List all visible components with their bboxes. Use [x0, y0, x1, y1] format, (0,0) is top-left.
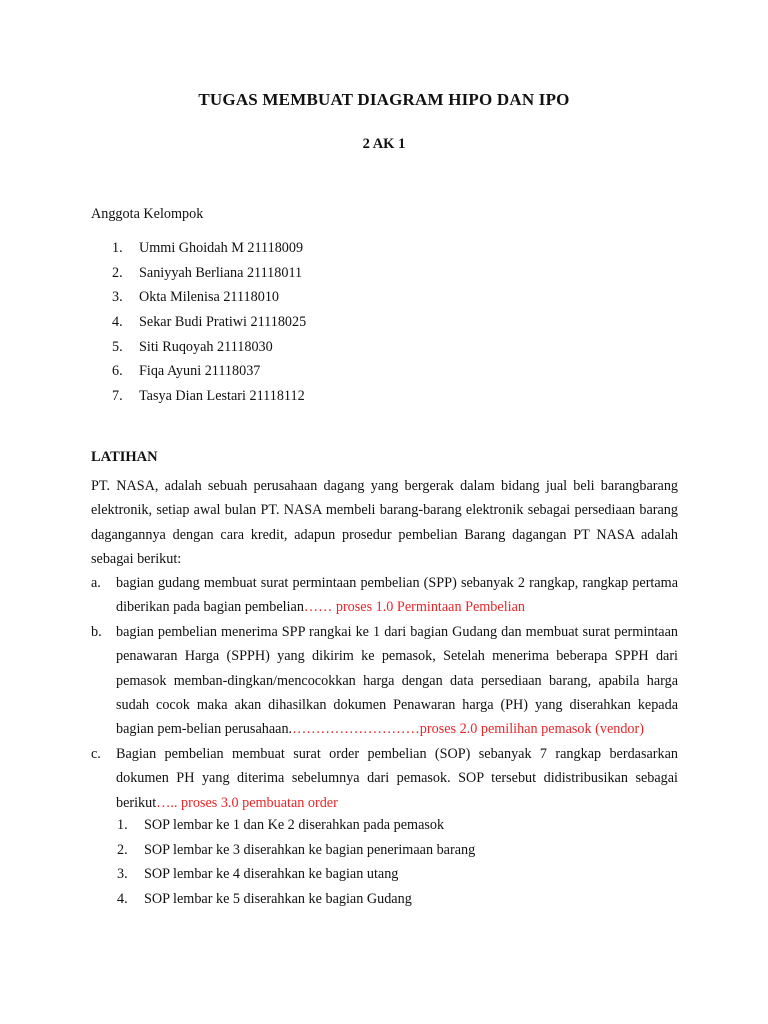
list-number: 4. — [112, 314, 123, 331]
list-number: 1. — [112, 240, 123, 256]
member-name: Fiqa Ayuni 21118037 — [139, 363, 261, 380]
list-item — [112, 388, 306, 413]
sub-item-text: SOP lembar ke 4 diserahkan ke bagian utang — [144, 866, 399, 883]
item-body — [116, 571, 678, 620]
list-item — [112, 363, 306, 388]
list-number: 1. — [117, 817, 128, 833]
member-name: Ummi Ghoidah M 21118009 — [139, 240, 304, 256]
item-body — [116, 742, 678, 815]
procedure-item — [91, 571, 678, 620]
procedure-item — [91, 620, 678, 742]
sub-item-text: SOP lembar ke 5 diserahkan ke bagian Gudang — [144, 891, 412, 908]
intro-paragraph: PT. NASA, adalah sebuah perusahaan dagang yang bergerak dalam bidang jual beli barangbarang elektronik, setiap awal bulan PT. NASA membeli barang-barang elektronik sebagai persediaan barang dagangannya dengan cara kredit, adapun prosedur pembelian Barang dagangan PT NASA adalah sebagai berikut: — [91, 478, 678, 568]
item-dots: ……………………… — [292, 721, 420, 738]
list-item — [117, 866, 475, 891]
group-label: Anggota Kelompok — [91, 206, 204, 222]
list-number: 7. — [112, 388, 123, 405]
item-text: bagian gudang membuat surat permintaan pembelian (SPP) sebanyak 2 rangkap, rangkap pertama diberikan pada bagian pembelian — [116, 575, 678, 616]
list-item — [117, 842, 475, 867]
list-item — [112, 289, 306, 314]
item-marker: b. — [91, 623, 102, 640]
member-list — [112, 240, 306, 413]
list-item — [112, 339, 306, 364]
list-item — [112, 314, 306, 339]
list-number: 2. — [117, 841, 128, 858]
item-text: bagian pembelian menerima SPP rangkai ke 1 dari bagian Gudang dan membuat surat permintaan penawaran Harga (SPPH) yang dikirim ke pemasok, Setelah menerima beberapa SPPH dari pemasok memban-dingkan/mencocokkan harga dengan data persediaan barang, apabila harga sudah cocok maka akan dihasilkan dokumen Penawaran harga (PH) yang diserahkan kepada bagian pem-belian perusahaan. — [116, 623, 678, 738]
list-item — [112, 265, 306, 290]
sub-item-text: SOP lembar ke 1 dan Ke 2 diserahkan pada pemasok — [144, 817, 445, 833]
member-name: Siti Ruqoyah 21118030 — [139, 338, 273, 355]
item-marker: c. — [91, 745, 101, 762]
list-number: 6. — [112, 363, 123, 380]
list-number: 3. — [117, 866, 128, 883]
item-dots: ….. — [156, 794, 182, 811]
item-dots: …… — [303, 599, 336, 616]
list-item — [117, 891, 475, 916]
section-heading: LATIHAN — [91, 449, 158, 465]
process-label: proses 1.0 Permintaan Pembelian — [335, 599, 525, 616]
member-name: Okta Milenisa 21118010 — [139, 289, 280, 306]
member-name: Tasya Dian Lestari 21118112 — [139, 388, 305, 405]
process-label: proses 2.0 pemilihan pemasok (vendor) — [419, 721, 644, 738]
procedure-list — [91, 571, 678, 815]
document-title: TUGAS MEMBUAT DIAGRAM HIPO DAN IPO — [198, 90, 570, 109]
list-number: 5. — [112, 338, 123, 355]
member-name: Sekar Budi Pratiwi 21118025 — [139, 314, 307, 331]
sop-distribution-list — [117, 817, 475, 916]
list-item — [112, 240, 306, 265]
list-item — [117, 817, 475, 842]
item-marker: a. — [91, 575, 101, 591]
list-number: 4. — [117, 891, 128, 908]
class-code: 2 AK 1 — [362, 136, 406, 152]
list-number: 2. — [112, 264, 123, 281]
item-text: Bagian pembelian membuat surat order pembelian (SOP) sebanyak 7 rangkap berdasarkan dokumen PH yang diterima sebelumnya dari pemasok. SOP tersebut didistribusikan sebagai berikut — [116, 745, 678, 811]
list-number: 3. — [112, 289, 123, 306]
item-body — [116, 620, 678, 742]
process-label: proses 3.0 pembuatan order — [181, 794, 338, 811]
procedure-item — [91, 742, 678, 815]
sub-item-text: SOP lembar ke 3 diserahkan ke bagian penerimaan barang — [144, 841, 476, 858]
member-name: Saniyyah Berliana 21118011 — [139, 264, 303, 281]
